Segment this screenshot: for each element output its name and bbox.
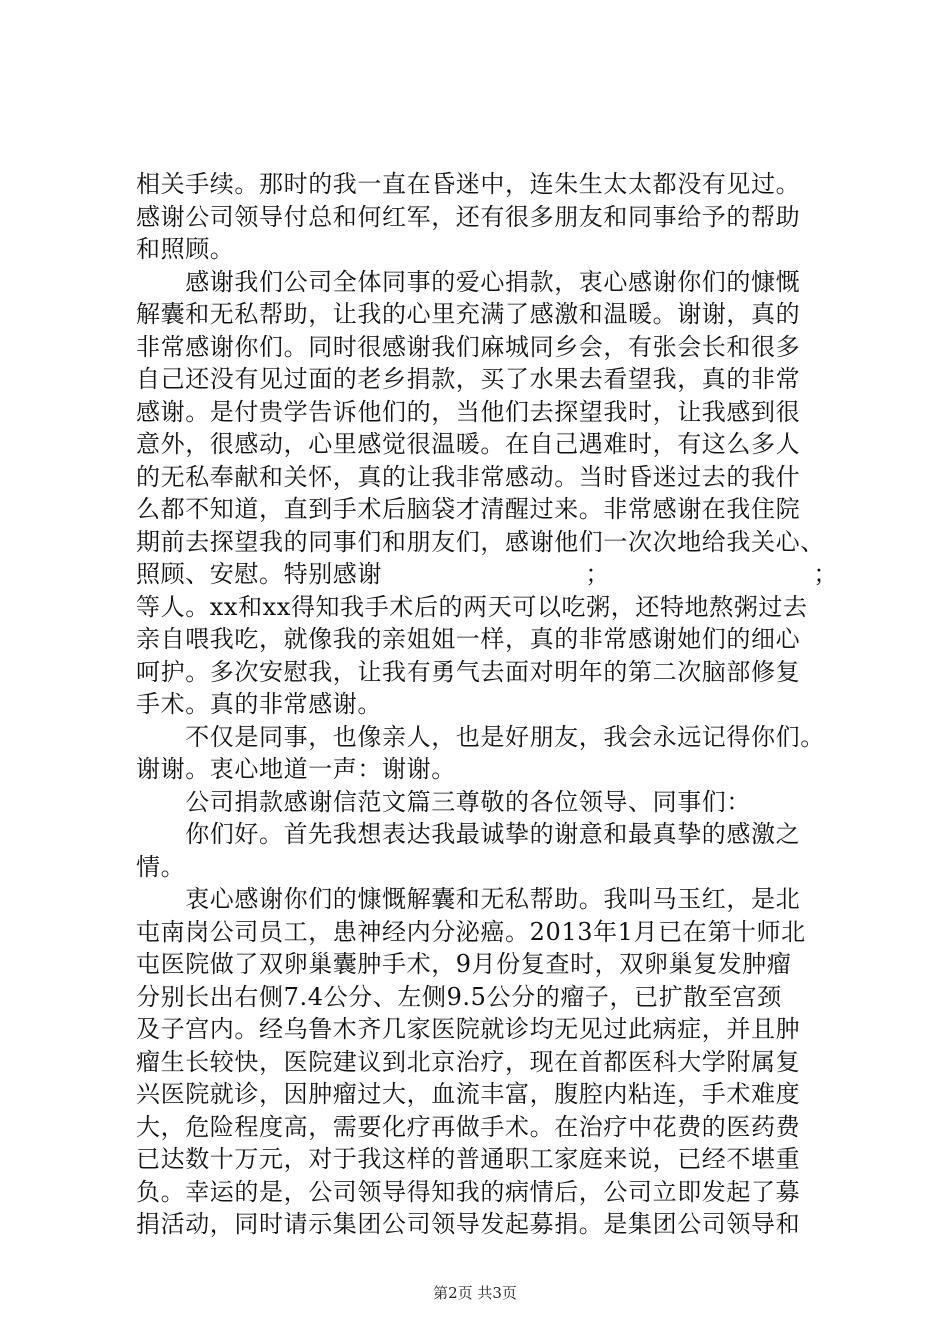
text-line: 非常感谢你们。同时很感谢我们麻城同乡会，有张会长和很多 <box>136 332 801 361</box>
semicolon-mark: ； <box>813 560 838 588</box>
text-line: 么都不知道，直到手术后脑袋才清醒过来。非常感谢在我住院 <box>136 495 801 523</box>
text-line: 和照顾。 <box>136 235 235 263</box>
text-line: 呵护。多次安慰我，让我有勇气去面对明年的第二次脑部修复 <box>136 657 801 686</box>
text-line: 屯医院做了双卵巢囊肿手术，9月份复查时，双卵巢复发肿瘤 <box>136 950 792 978</box>
text-line: 解囊和无私帮助，让我的心里充满了感激和温暖。谢谢，真的 <box>136 300 801 328</box>
text-line: 分别长出右侧7.4公分、左侧9.5公分的瘤子，已扩散至宫颈 <box>136 982 782 1011</box>
text-line: 谢谢。衷心地道一声：谢谢。 <box>136 755 456 783</box>
text-line: 感谢公司领导付总和何红军，还有很多朋友和同事给予的帮助 <box>136 202 801 231</box>
text-line: 已达数十万元，对于我这样的普通职工家庭来说，已经不堪重 <box>136 1145 801 1173</box>
page-number-footer: 第2页 共3页 <box>433 1284 517 1302</box>
text-line: 亲自喂我吃，就像我的亲姐姐一样，真的非常感谢她们的细心 <box>136 625 801 653</box>
text-line: 意外，很感动，心里感觉很温暖。在自己遇难时，有这么多人 <box>136 430 801 458</box>
text-line: 感谢。是付贵学告诉他们的，当他们去探望我时，让我感到很 <box>136 397 801 426</box>
text-line: 及子宫内。经乌鲁木齐几家医院就诊均无见过此病症，并且肿 <box>136 1015 801 1043</box>
text-line: 你们好。首先我想表达我最诚挚的谢意和最真挚的感激之 <box>136 820 801 848</box>
text-line: 捐活动，同时请示集团公司领导发起募捐。是集团公司领导和 <box>136 1210 801 1238</box>
document-body <box>136 168 838 1241</box>
text-line: 相关手续。那时的我一直在昏迷中，连朱生太太都没有见过。 <box>136 170 801 198</box>
text-line: 手术。真的非常感谢。 <box>136 690 382 718</box>
text-line: 衷心感谢你们的慷慨解囊和无私帮助。我叫马玉红，是北 <box>136 885 801 913</box>
text-line: 屯南岗公司员工，患神经内分泌癌。2013年1月已在第十师北 <box>136 917 806 946</box>
text-line-with-blanks <box>136 558 838 591</box>
text-line: 期前去探望我的同事们和朋友们，感谢他们一次次地给我关心、 <box>136 527 825 556</box>
text-line: 不仅是同事，也像亲人，也是好朋友，我会永远记得你们。 <box>136 722 825 751</box>
text-line: 情。 <box>136 852 186 881</box>
text-line: 瘤生长较快，医院建议到北京治疗，现在首都医科大学附属复 <box>136 1047 801 1076</box>
text-line: 感谢我们公司全体同事的爱心捐款，衷心感谢你们的慷慨 <box>136 267 801 296</box>
text-line: 兴医院就诊，因肿瘤过大，血流丰富，腹腔内粘连，手术难度 <box>136 1080 801 1108</box>
text-line: 的无私奉献和关怀，真的让我非常感动。当时昏迷过去的我什 <box>136 462 801 491</box>
text-line: 自己还没有见过面的老乡捐款，买了水果去看望我，真的非常 <box>136 365 801 393</box>
text-line: 负。幸运的是，公司领导得知我的病情后，公司立即发起了募 <box>136 1177 801 1206</box>
text-line: 大，危险程度高，需要化疗再做手术。在治疗中花费的医药费 <box>136 1112 801 1141</box>
semicolon-mark: ； <box>585 560 610 588</box>
text-line: 公司捐款感谢信范文篇三尊敬的各位领导、同事们： <box>136 787 751 816</box>
text-segment: 照顾、安慰。特别感谢 <box>136 560 382 588</box>
text-line: 等人。xx和xx得知我手术后的两天可以吃粥，还特地熬粥过去 <box>136 592 808 621</box>
